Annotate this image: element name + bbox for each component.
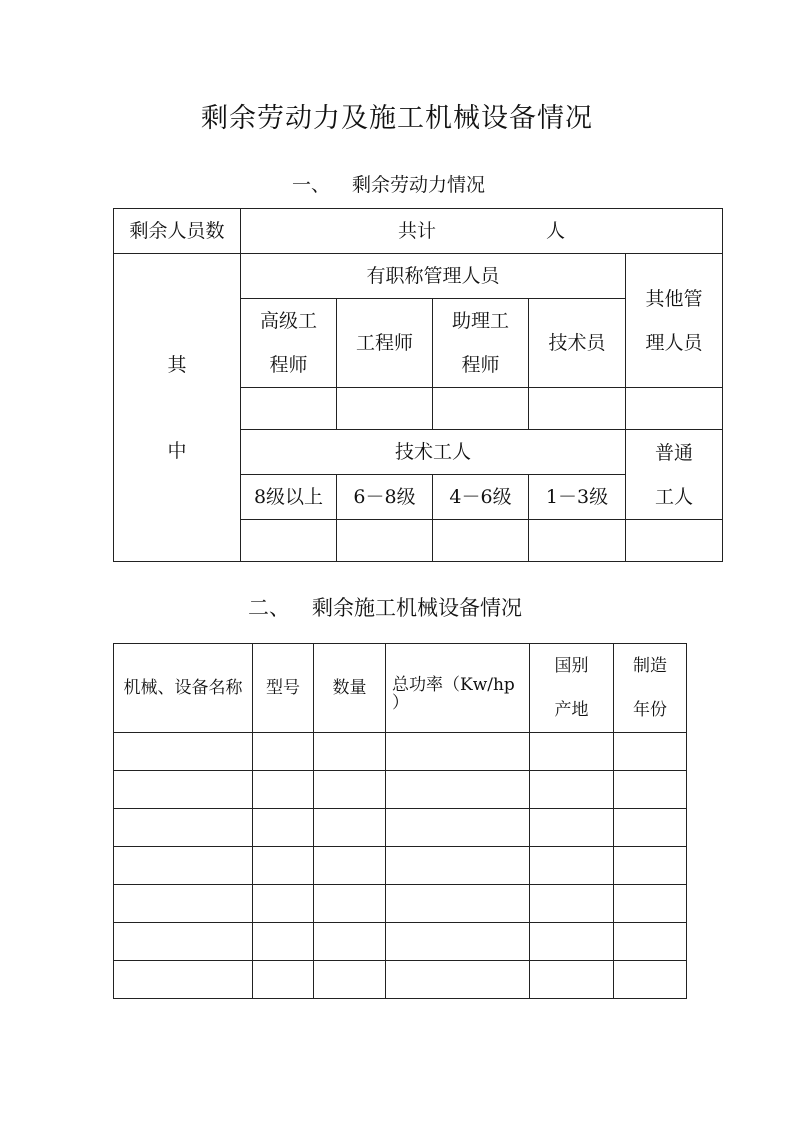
table-row — [114, 923, 687, 961]
cell[interactable] — [386, 885, 530, 923]
page-title: 剩余劳动力及施工机械设备情况 — [201, 103, 593, 134]
senior-engineer-line-2: 程师 — [269, 354, 308, 376]
cell[interactable] — [253, 961, 314, 999]
table-row — [114, 961, 687, 999]
remaining-label-cell: 剩余人员数 — [114, 209, 241, 254]
cell[interactable] — [253, 885, 314, 923]
cell[interactable] — [386, 923, 530, 961]
grade-8-up-header: 8级以上 — [241, 475, 337, 520]
table-row — [114, 809, 687, 847]
col-name-header: 机械、设备名称 — [114, 644, 253, 733]
col-model-header: 型号 — [253, 644, 314, 733]
of-which-char-2: 中 — [167, 439, 187, 462]
other-mgmt-value[interactable] — [626, 388, 723, 430]
section-1-title: 剩余劳动力情况 — [352, 174, 486, 196]
skilled-workers-header: 技术工人 — [241, 430, 626, 475]
technician-header: 技术员 — [529, 299, 626, 388]
cell[interactable] — [530, 923, 614, 961]
section-1-number: 一、 — [292, 174, 331, 196]
col-origin-line-1: 国别 — [554, 656, 589, 676]
table-row — [114, 771, 687, 809]
section-2-number: 二、 — [248, 596, 290, 620]
cell[interactable] — [386, 771, 530, 809]
grade-4-6-header: 4－6级 — [433, 475, 529, 520]
section-2-title: 剩余施工机械设备情况 — [312, 596, 522, 620]
cell[interactable] — [253, 809, 314, 847]
cell[interactable] — [614, 847, 687, 885]
general-workers-line-2: 工人 — [655, 485, 694, 508]
cell[interactable] — [253, 771, 314, 809]
cell[interactable] — [114, 885, 253, 923]
assistant-engineer-header — [433, 299, 529, 388]
assistant-engineer-line-1: 助理工 — [451, 310, 509, 332]
cell[interactable] — [530, 771, 614, 809]
cell[interactable] — [530, 847, 614, 885]
col-origin-line-2: 产地 — [554, 700, 589, 720]
other-mgmt-line-1: 其他管 — [645, 287, 703, 310]
cell[interactable] — [530, 885, 614, 923]
cell[interactable] — [614, 885, 687, 923]
cell[interactable] — [314, 733, 386, 771]
col-qty-header: 数量 — [314, 644, 386, 733]
cell[interactable] — [114, 809, 253, 847]
general-workers-line-1: 普通 — [655, 441, 694, 464]
cell[interactable] — [253, 733, 314, 771]
cell[interactable] — [386, 847, 530, 885]
table-row — [114, 733, 687, 771]
table-row — [114, 885, 687, 923]
cell[interactable] — [314, 885, 386, 923]
section-2-heading — [248, 592, 522, 622]
col-year-line-1: 制造 — [633, 656, 667, 676]
col-year-line-2: 年份 — [633, 700, 667, 720]
cell[interactable] — [314, 771, 386, 809]
grade-8-up-value[interactable] — [241, 520, 337, 562]
cell[interactable] — [314, 923, 386, 961]
table-row — [114, 847, 687, 885]
of-which-cell — [114, 254, 241, 562]
cell[interactable] — [114, 733, 253, 771]
grade-6-8-header: 6－8级 — [337, 475, 433, 520]
col-year-header — [614, 644, 687, 733]
general-workers-header — [626, 430, 723, 520]
total-prefix: 共计 — [398, 220, 437, 242]
other-mgmt-header — [626, 254, 723, 388]
senior-engineer-line-1: 高级工 — [259, 310, 317, 332]
cell[interactable] — [114, 771, 253, 809]
cell[interactable] — [314, 961, 386, 999]
other-mgmt-line-2: 理人员 — [645, 331, 703, 354]
col-origin-header — [530, 644, 614, 733]
cell[interactable] — [114, 961, 253, 999]
cell[interactable] — [253, 923, 314, 961]
cell[interactable] — [314, 847, 386, 885]
general-workers-value[interactable] — [626, 520, 723, 562]
cell[interactable] — [386, 733, 530, 771]
grade-6-8-value[interactable] — [337, 520, 433, 562]
assistant-engineer-line-2: 程师 — [461, 354, 500, 376]
grade-1-3-header: 1－3级 — [529, 475, 626, 520]
titled-mgmt-header: 有职称管理人员 — [241, 254, 626, 299]
cell[interactable] — [614, 923, 687, 961]
labor-table — [113, 208, 723, 562]
engineer-value[interactable] — [337, 388, 433, 430]
col-power-header — [386, 644, 530, 733]
cell[interactable] — [614, 809, 687, 847]
technician-value[interactable] — [529, 388, 626, 430]
cell[interactable] — [314, 809, 386, 847]
total-suffix: 人 — [546, 220, 566, 242]
cell[interactable] — [530, 809, 614, 847]
col-power-line-2: ） — [392, 693, 409, 713]
senior-engineer-value[interactable] — [241, 388, 337, 430]
cell[interactable] — [614, 961, 687, 999]
cell[interactable] — [614, 771, 687, 809]
cell[interactable] — [386, 961, 530, 999]
grade-4-6-value[interactable] — [433, 520, 529, 562]
grade-1-3-value[interactable] — [529, 520, 626, 562]
cell[interactable] — [530, 733, 614, 771]
cell[interactable] — [114, 847, 253, 885]
engineer-header: 工程师 — [337, 299, 433, 388]
section-1-heading — [292, 170, 485, 197]
cell[interactable] — [253, 847, 314, 885]
cell[interactable] — [114, 923, 253, 961]
cell[interactable] — [530, 961, 614, 999]
of-which-char-1: 其 — [167, 353, 187, 376]
senior-engineer-header — [241, 299, 337, 388]
total-cell — [241, 209, 723, 254]
equipment-table — [113, 643, 687, 999]
col-power-line-1: 总功率（Kw/hp — [392, 675, 515, 695]
cell[interactable] — [386, 809, 530, 847]
cell[interactable] — [614, 733, 687, 771]
assistant-engineer-value[interactable] — [433, 388, 529, 430]
